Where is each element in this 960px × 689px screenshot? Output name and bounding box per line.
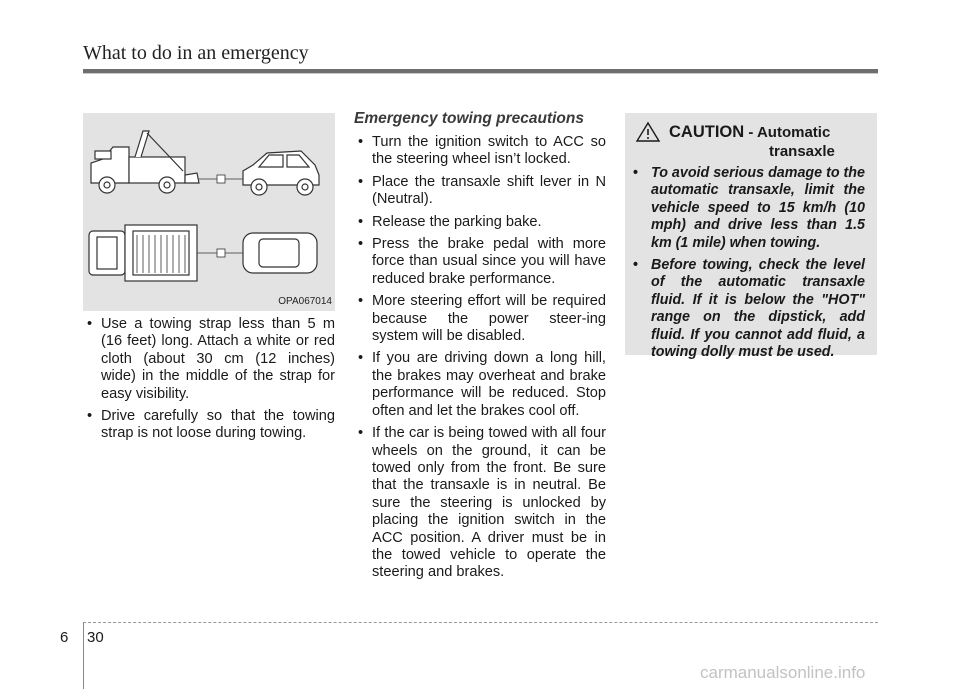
left-bullet-list (83, 316, 335, 443)
list-item: • Release the parking bake. (354, 214, 606, 231)
list-item: • To avoid serious damage to the automatic transaxle, limit the vehicle speed to 15 km/h (10 mph) and drive less than 1.5 km (1 mile) when towing. (629, 165, 865, 252)
section-heading: Emergency towing precautions (354, 110, 584, 127)
left-column (83, 316, 335, 448)
tow-truck-and-car-diagram (83, 113, 335, 311)
list-item: • Before towing, check the level of the automatic transaxle fluid. If it is below the "HOT" range on the dipstick, add fluid. If you cannot add fluid, a towing dolly must be used. (629, 257, 865, 361)
list-item: • If the car is being towed with all four wheels on the ground, it can be towed only from the front. Be sure that the transaxle is in neutral. Be sure the steering is unlocked by placing the ignition switch in the ACC position. A driver must be in the towed vehicle to operate the steering and brakes. (354, 425, 606, 582)
footer-dashed-rule (83, 622, 878, 623)
list-item: • More steering effort will be required because the power steer-ing system will be disabled. (354, 293, 606, 345)
header-rule-thin (83, 73, 878, 74)
towing-figure (83, 113, 335, 311)
warning-triangle-icon (635, 121, 661, 143)
page-header-title: What to do in an emergency (83, 42, 309, 64)
caution-list (629, 165, 865, 366)
caution-box (625, 113, 877, 361)
page-number: 30 (87, 629, 104, 646)
middle-column (354, 109, 606, 587)
caution-title-sep: - (744, 124, 757, 141)
caution-title-sub1: Automatic (756, 124, 831, 141)
footer-vertical-rule (83, 622, 84, 689)
watermark: carmanualsonline.info (700, 663, 866, 682)
list-item: • Use a towing strap less than 5 m (16 feet) long. Attach a white or red cloth (about 30 cm (12 inches) wide) in the middle of the strap for easy visibility. (83, 316, 335, 403)
list-item: • Press the brake pedal with more force than usual since you will have reduced brake performance. (354, 236, 606, 288)
list-item: • Turn the ignition switch to ACC so the steering wheel isn’t locked. (354, 134, 606, 169)
caution-title (669, 123, 869, 161)
figure-label: OPA067014 (278, 296, 332, 307)
precautions-list (354, 134, 606, 582)
list-item: • Drive carefully so that the towing strap is not loose during towing. (83, 408, 335, 443)
section-number: 6 (60, 629, 69, 646)
list-item: • If you are driving down a long hill, the brakes may overheat and brake performance will be reduced. Stop often and let the brakes cool off. (354, 350, 606, 420)
caution-title-sub2: transaxle (769, 143, 835, 160)
list-item: • Place the transaxle shift lever in N (Neutral). (354, 174, 606, 209)
caution-title-main: CAUTION (669, 123, 745, 141)
